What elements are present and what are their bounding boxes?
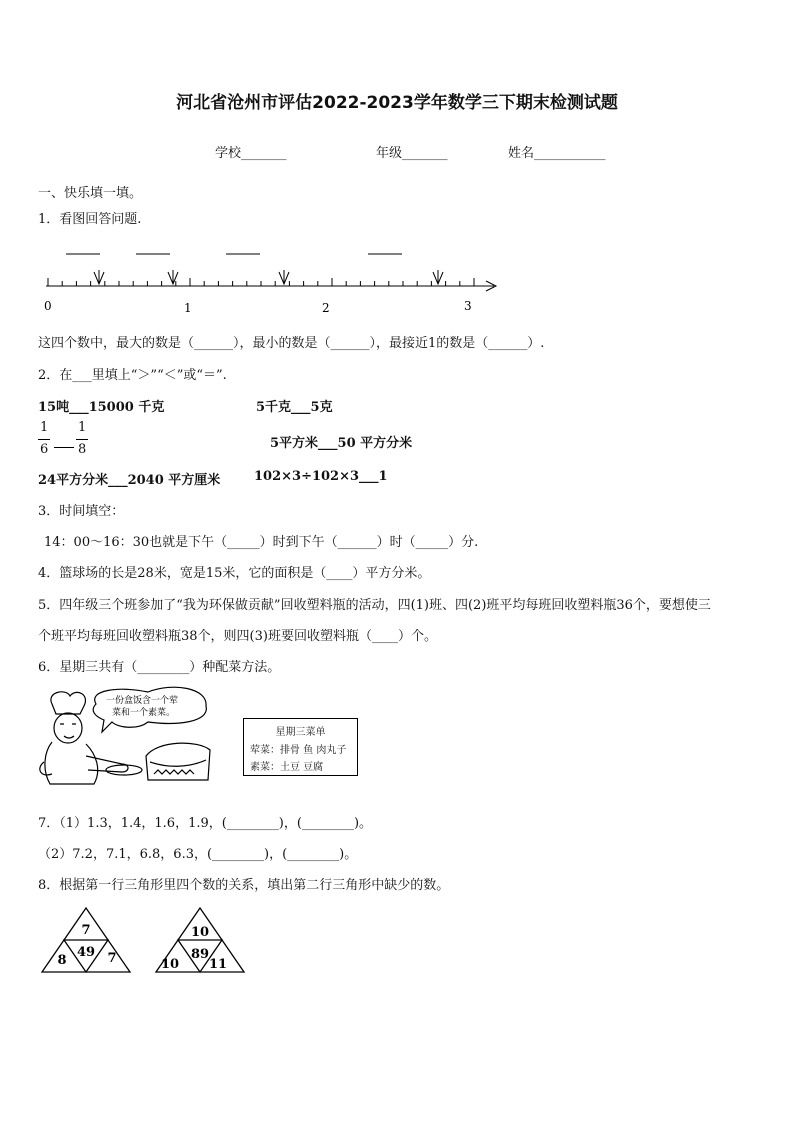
blank-line — [54, 447, 74, 448]
tick-label: 2 — [322, 301, 330, 315]
triangle-number: 7 — [81, 923, 91, 938]
question-7-line2: （2）7.2，7.1，6.8，6.3，(________)，(________)。 — [38, 847, 358, 862]
question-3-line: 14：00～16：30也就是下午（_____）时到下午（______）时（_____）分. — [44, 535, 479, 550]
question-1: 1．看图回答问题. — [38, 212, 142, 227]
chef-illustration — [38, 684, 218, 794]
triangle-number: 10 — [160, 957, 180, 972]
grade-field: 年级_______ — [376, 146, 448, 161]
menu-box — [243, 718, 358, 776]
question-2: 2．在___里填上“＞”“＜”或“＝”. — [38, 368, 227, 383]
triangle-number: 11 — [208, 957, 228, 972]
question-1-answer: 这四个数中，最大的数是（______），最小的数是（______），最接近1的数是（______）. — [38, 336, 545, 351]
question-5-line1: 5．四年级三个班参加了“我为环保做贡献”回收塑料瓶的活动，四(1)班、四(2)班平均每班回收塑料瓶36个，要想使三 — [38, 598, 711, 613]
fraction-denominator: 8 — [78, 442, 87, 457]
fraction-compare — [38, 418, 118, 462]
question-5-line2: 个班平均每班回收塑料瓶38个，则四(3)班要回收塑料瓶（____）个。 — [38, 629, 437, 644]
bubble-text: 菜和一个素菜。 — [112, 708, 176, 718]
section-heading: 一、快乐填一填。 — [38, 186, 143, 201]
tick-label: 3 — [464, 299, 472, 313]
fraction-denominator: 6 — [40, 442, 49, 457]
number-line — [38, 240, 508, 320]
triangle-number: 49 — [76, 945, 96, 960]
menu-title: 星期三菜单 — [275, 727, 326, 738]
question-8: 8．根据第一行三角形里四个数的关系，填出第二行三角形中缺少的数。 — [38, 878, 450, 893]
triangle-number: 7 — [107, 951, 117, 966]
fraction-numerator: 1 — [40, 420, 49, 435]
triangle-number: 8 — [57, 953, 67, 968]
triangle-number: 10 — [190, 925, 210, 940]
triangle-number: 89 — [190, 947, 210, 962]
compare-item: 5平方米___50 平方分米 — [270, 436, 413, 451]
chef-hat-icon — [51, 692, 86, 714]
bubble-text: 一份盒饭含一个荤 — [106, 696, 179, 706]
triangle-puzzles — [40, 906, 246, 976]
compare-item: 5千克___5克 — [256, 400, 333, 415]
fraction-bar — [38, 439, 50, 440]
page-title: 河北省沧州市评估2022-2023学年数学三下期末检测试题 — [176, 93, 618, 113]
tick-label: 1 — [184, 301, 192, 315]
fraction-numerator: 1 — [78, 420, 87, 435]
name-field: 姓名___________ — [508, 146, 606, 161]
question-7-line1: 7．（1）1.3，1.4，1.6，1.9，(________)，(________)。 — [38, 816, 373, 831]
compare-item: 24平方分米___2040 平方厘米 — [38, 473, 221, 488]
fraction-bar — [76, 439, 88, 440]
question-6: 6．星期三共有（________）种配菜方法。 — [38, 660, 281, 675]
compare-item: 102×3÷102×3___1 — [254, 469, 388, 484]
question-3: 3．时间填空： — [38, 504, 125, 519]
school-field: 学校_______ — [215, 146, 287, 161]
plate-icon — [106, 765, 142, 775]
menu-meat: 荤菜：排骨 鱼 肉丸子 — [250, 745, 347, 756]
tick-label: 0 — [44, 299, 52, 313]
question-4: 4．篮球场的长是28米，宽是15米，它的面积是（____）平方分米。 — [38, 566, 431, 581]
compare-item: 15吨___15000 千克 — [38, 400, 165, 415]
menu-veg: 素菜：土豆 豆腐 — [250, 762, 324, 773]
